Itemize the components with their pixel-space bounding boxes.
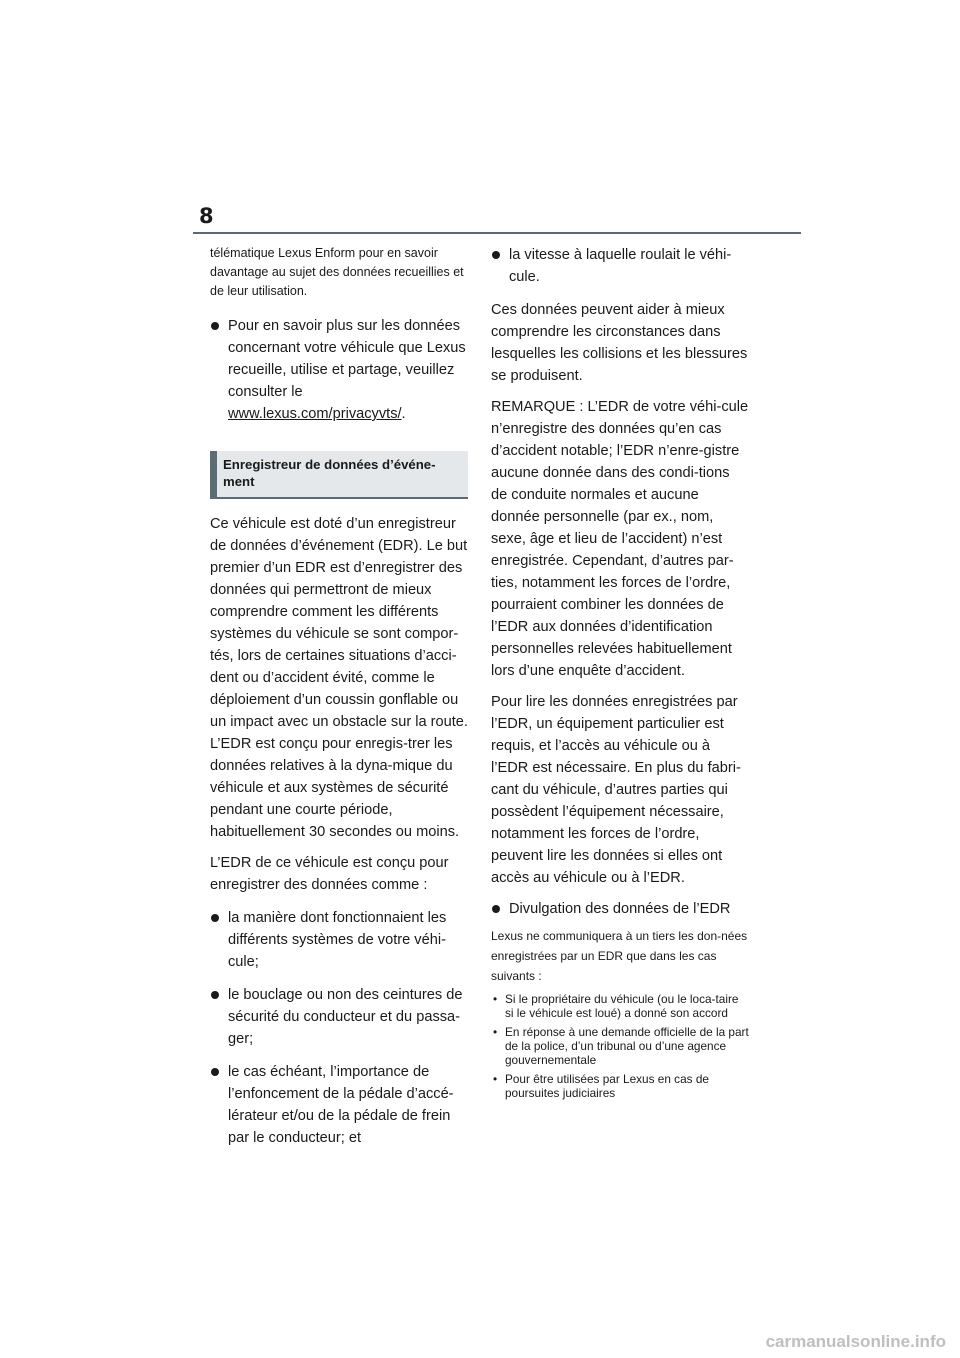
disclosure-list — [491, 992, 749, 1100]
watermark: carmanualsonline.info — [765, 1332, 946, 1351]
list-item-text: le cas échéant, l’importance de l’enfoncement de la pédale d’accé-lérateur et/ou de la pédale de frein par le conducteur; et — [228, 1064, 454, 1146]
list-item — [210, 984, 468, 1050]
link-suffix: . — [401, 406, 406, 422]
list-item-text: Si le propriétaire du véhicule (ou le loca-taire si le véhicule est loué) a donné son accord — [505, 992, 739, 1020]
list-item — [491, 244, 749, 288]
data-paragraph-1: Ces données peuvent aider à mieux comprendre les circonstances dans lesquelles les collisions et les blessures se produisent. — [491, 302, 748, 384]
list-item — [210, 907, 468, 973]
intro-text: télématique Lexus Enform pour en savoir davantage au sujet des données recueillies et de leur utilisation. — [210, 246, 464, 298]
data-paragraph-2: REMARQUE : L’EDR de votre véhi-cule n’enregistre des données qu’en cas d’accident notable; l’EDR n’enre-gistre aucune donnée dans des condi-tions de conduite normales et aucune donnée personnelle (par ex., nom, sexe, âge et lieu de l’accident) n’est enregistrée. Cependant, d’autres par-ties, notamment les forces de l’ordre, pourraient combiner les données de l’EDR aux données d’identification personnelles relevées habituellement lors d’une enquête d’accident. — [491, 399, 749, 679]
bullet-privacy-text: Pour en savoir plus sur les données concernant votre véhicule que Lexus recueille, utilise et partage, veuillez consulter le — [228, 318, 466, 400]
left-column — [210, 244, 468, 1160]
bullet-dot-icon — [492, 251, 500, 259]
bullet-disclosure-text: Divulgation des données de l’EDR — [509, 901, 731, 917]
data-paragraph-3: Pour lire les données enregistrées par l’EDR, un équipement particulier est requis, et l’accès au véhicule ou à l’EDR est nécessaire. En plus du fabri-cant du véhicule, d’autres parties qui possèdent l’équipement nécessaire, notamment les forces de l’ordre, peuvent lire les données si elles ont accès au véhicule ou à l’EDR. — [491, 694, 741, 886]
edr-paragraph-1: Ce véhicule est doté d’un enregistreur de données d’événement (EDR). Le but premier d’un EDR est d’enregistrer des données qui permettront de mieux comprendre comment les différents systèmes du véhicule se sont compor-tés, lors de certaines situations d’acci-dent ou d’accident évité, comme le déploiement d’un coussin gonflable ou un impact avec un obstacle sur la route. L’EDR est conçu pour enregis-trer les données relatives à la dyna-mique du véhicule et aux systèmes de sécurité pendant une courte période, habituellement 30 secondes ou moins. — [210, 516, 468, 840]
list-item-text: le bouclage ou non des ceintures de sécurité du conducteur et du passa-ger; — [228, 987, 463, 1047]
list-item — [491, 1072, 749, 1100]
privacy-link[interactable]: www.lexus.com/privacyvts/ — [228, 406, 402, 422]
disclosure-text: Lexus ne communiquera à un tiers les don-nées enregistrées par un EDR que dans les cas suivants : — [491, 929, 748, 983]
bullet-disclosure — [491, 898, 749, 920]
list-item-text: la manière dont fonctionnaient les différents systèmes de votre véhi-cule; — [228, 910, 447, 970]
bullet-privacy — [210, 315, 468, 425]
bullet-dot-icon — [211, 914, 219, 922]
small-bullet-icon: • — [493, 1072, 498, 1086]
section-title: Enregistreur de données d’événe-ment — [210, 451, 468, 499]
list-item — [491, 1025, 749, 1067]
small-bullet-icon: • — [493, 1025, 498, 1039]
bullet-dot-icon — [211, 322, 219, 330]
bullet-dot-icon — [211, 991, 219, 999]
header-rule — [193, 232, 801, 234]
list-item — [210, 1061, 468, 1149]
bullet-dot-icon — [492, 905, 500, 913]
list-item-text: Pour être utilisées par Lexus en cas de poursuites judiciaires — [505, 1072, 709, 1100]
list-item — [491, 992, 749, 1020]
bullet-dot-icon — [211, 1068, 219, 1076]
page-number: 8 — [199, 204, 214, 228]
small-bullet-icon: • — [493, 992, 498, 1006]
right-column — [491, 244, 749, 1105]
list-item-text: En réponse à une demande officielle de la part de la police, d’un tribunal ou d’une agence gouvernementale — [505, 1025, 749, 1067]
edr-paragraph-2: L’EDR de ce véhicule est conçu pour enregistrer des données comme : — [210, 855, 449, 893]
list-item-text: la vitesse à laquelle roulait le véhi-cule. — [509, 247, 732, 285]
